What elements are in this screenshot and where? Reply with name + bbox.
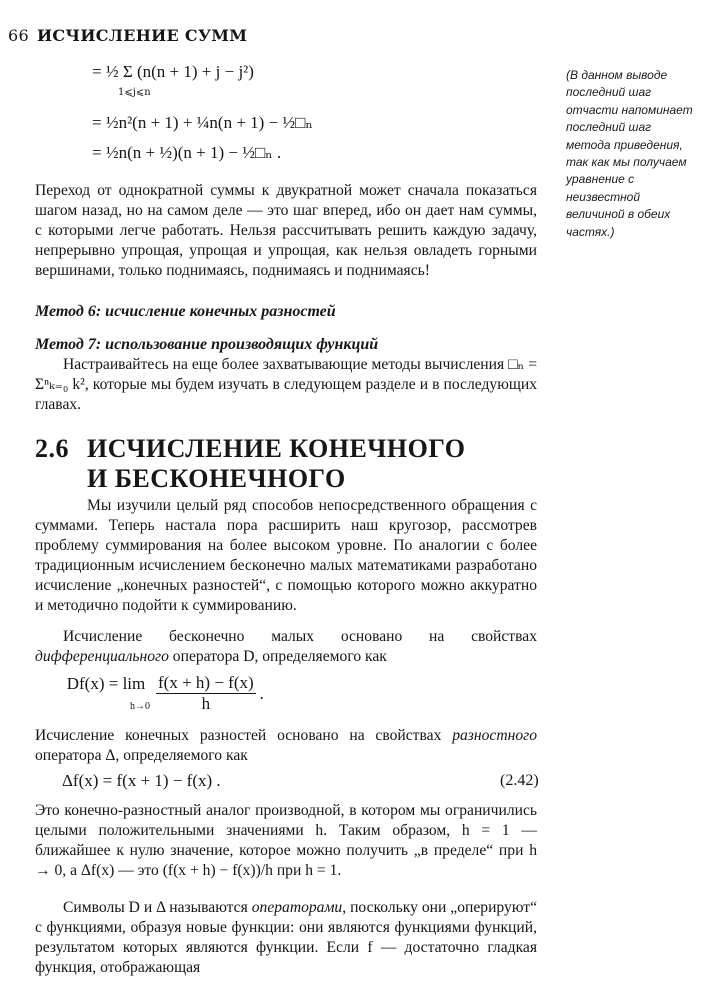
equation-line-3: = ½n(n + ½)(n + 1) − ½□ₙ .: [92, 143, 282, 162]
running-title: ИСЧИСЛЕНИЕ СУММ: [36, 26, 248, 45]
section-title-line-1: ИСЧИСЛЕНИЕ КОНЕЧНОГО: [87, 434, 466, 463]
margin-note: (В данном выводе последний шаг отчасти напоминает последний шаг метода приведения, так как мы получаем уравнение с неизвестной величиной в обеих частях.): [566, 68, 693, 239]
derivative-fraction: [156, 673, 256, 714]
equation-line-2: = ½n²(n + 1) + ¼n(n + 1) − ½□ₙ: [92, 113, 313, 132]
derivative-lhs: Df(x) = lim: [66, 673, 146, 693]
equation-difference: Δf(x) = f(x + 1) − f(x) .: [62, 771, 221, 790]
equation-number: (2.42): [500, 772, 539, 789]
paragraph-difference-operator: [35, 726, 537, 766]
fraction-numerator: f(x + h) − f(x): [158, 673, 254, 692]
text-run: , поскольку они „оперируют“ с функциями, образуя новые функции: они являются функциями функций, результатом которых являются функции. Если f — достаточно гладкая функция, отображающая: [35, 899, 537, 977]
limit-subscript: h→0: [130, 700, 150, 712]
page-header: [8, 26, 247, 45]
method-7-heading: Метод 7: использование производящих функций: [35, 336, 379, 353]
paragraph-text: Мы изучили целый ряд способов непосредственного обращения с суммами. Теперь настала пора расширить наш кругозор, рассмотрев проблему суммирования на более высоком уровне. По аналогии с более традиционным исчислением бесконечно малых математиками разработано исчисление „конечных разностей“, с помощью которого можно аккуратно и методично подойти к суммированию.: [35, 497, 537, 615]
equation-derivative: [62, 673, 264, 714]
method-6-heading: Метод 6: исчисление конечных разностей: [35, 303, 336, 320]
page-number: 66: [8, 26, 29, 45]
paragraph-single-to-double-sum: [35, 181, 537, 281]
fraction-denominator: h: [201, 694, 211, 713]
section-number: 2.6: [35, 434, 69, 463]
section-title-line-2: И БЕСКОНЕЧНОГО: [87, 464, 346, 493]
method-7-paragraph: [35, 355, 537, 415]
emphasis: разностного: [452, 727, 537, 744]
equation-period: .: [259, 683, 264, 703]
emphasis: дифференциального: [35, 648, 169, 666]
paragraph-text: Настраивайтесь на еще более захватывающие методы вычисления □ₙ = Σⁿₖ₌₀ k², которые мы будем изучать в следующем разделе и в последующих главах.: [35, 356, 537, 414]
equation-line-1-subscript: 1⩽j⩽n: [118, 87, 151, 98]
paragraph-difference-analog: [35, 801, 537, 881]
equation-line-1: = ½ Σ (n(n + 1) + j − j²): [92, 62, 254, 81]
text-run: оператора Δ, определяемого как: [35, 747, 248, 765]
text-run: Символы D и Δ называются: [63, 899, 252, 916]
paragraph-differential-operator: [35, 627, 537, 667]
section-heading: [35, 434, 465, 494]
paragraph-text: Это конечно-разностный аналог производной, в котором мы ограничились целыми положительными значениями h. Таким образом, h = 1 — ближайшее к нулю значение, которое можно получить „в пределе“ при h → 0, а Δf(x) — это (f(x + h) − f(x))/h при h = 1.: [35, 802, 537, 880]
emphasis: операторами: [251, 899, 343, 916]
text-run: Исчисление конечных разностей основано на свойствах: [35, 727, 453, 744]
text-run: оператора D, определяемого как: [168, 648, 387, 666]
paragraph-operators: [35, 898, 537, 978]
paragraph-finite-differences-intro: [35, 496, 537, 617]
paragraph-text: Переход от однократной суммы к двукратной может сначала показаться шагом назад, но на самом деле — это шаг вперед, ибо он дает нам суммы, с которыми легче работать. Нельзя рассчитывать решить каждую задачу, непрерывно упрощая, упрощая и упрощая, как нельзя овладеть горными вершинами, только поднимаясь, поднимаясь и поднимаясь!: [35, 182, 537, 280]
text-run: Исчисление бесконечно малых основано на свойствах: [63, 628, 537, 645]
